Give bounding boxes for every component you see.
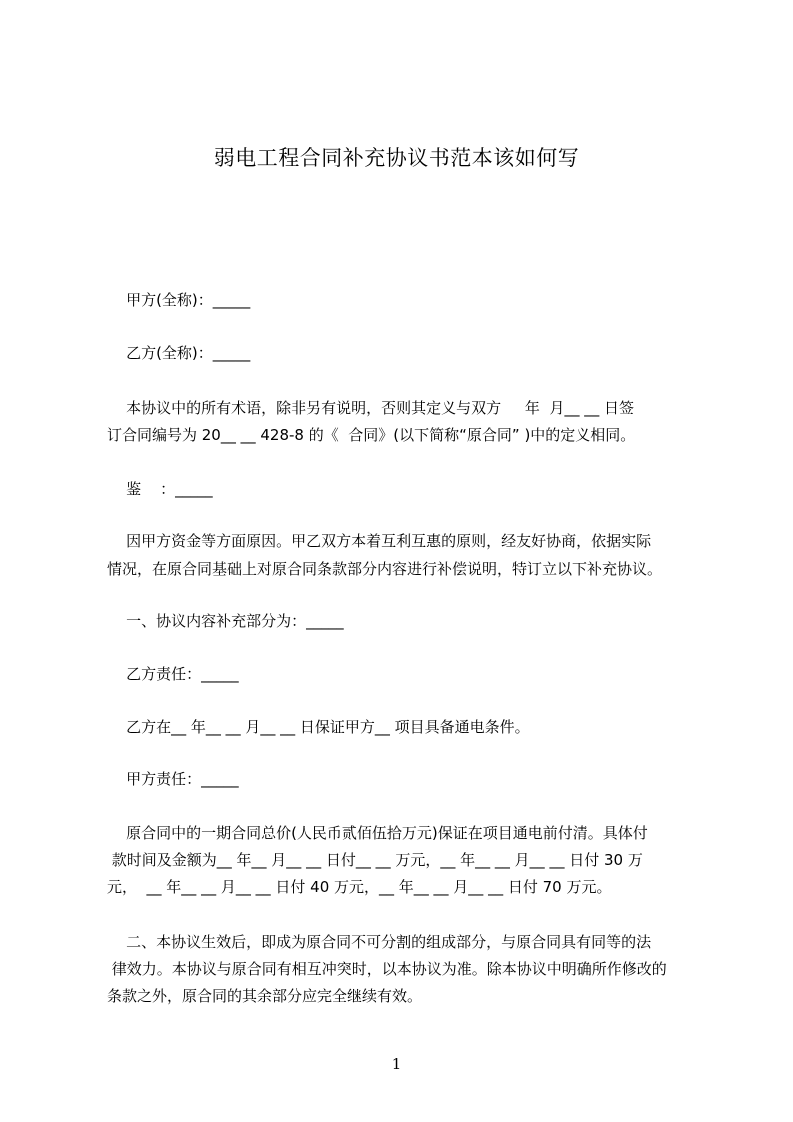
document-title: 弱电工程合同补充协议书范本该如何写 [213,146,580,170]
party-b-duty-detail: 乙方在__ 年__ __ 月__ __ 日保证甲方__ 项目具备通电条件。 [107,718,530,736]
section-two-line-1: 二、本协议生效后，即成为原合同不可分割的组成部分，与原合同具有同等的法 [107,933,652,951]
party-a-line: 甲方(全称)：_____ [107,291,251,309]
page-number: 1 [391,1055,402,1073]
terms-line-1: 本协议中的所有术语，除非另有说明，否则其定义与双方 年 月__ __ 日签 [107,399,634,417]
payment-line-1: 原合同中的一期合同总价(人民币贰佰伍拾万元)保证在项目通电前付清。具体付 [107,824,648,842]
payment-line-3: 元， __ 年__ __ 月__ __ 日付 40 万元，__ 年__ __ 月__ __ 日付 70 万元。 [107,878,612,896]
party-b-duty-label: 乙方责任：_____ [107,665,239,683]
terms-line-2: 订合同编号为 20__ __ 428-8 的《 合同》(以下简称“原合同” )中的定义相同。 [107,426,636,444]
reason-line-2: 情况，在原合同基础上对原合同条款部分内容进行补偿说明，特订立以下补充协议。 [107,560,663,578]
witness-line: 鉴 ：_____ [107,480,213,498]
party-b-line: 乙方(全称)：_____ [107,344,251,362]
payment-line-2: 款时间及金额为__ 年__ 月__ __ 日付__ __ 万元，__ 年__ __ 月__ __ 日付 30 万 [107,851,643,869]
section-two-line-2: 律效力。本协议与原合同有相互冲突时，以本协议为准。除本协议中明确所作修改的 [107,960,667,978]
section-two-line-3: 条款之外，原合同的其余部分应完全继续有效。 [107,987,423,1005]
section-one-heading: 一、协议内容补充部分为：_____ [107,612,344,630]
reason-line-1: 因甲方资金等方面原因。甲乙双方本着互利互惠的原则，经友好协商，依据实际 [107,532,652,550]
party-a-duty-label: 甲方责任：_____ [107,770,239,788]
